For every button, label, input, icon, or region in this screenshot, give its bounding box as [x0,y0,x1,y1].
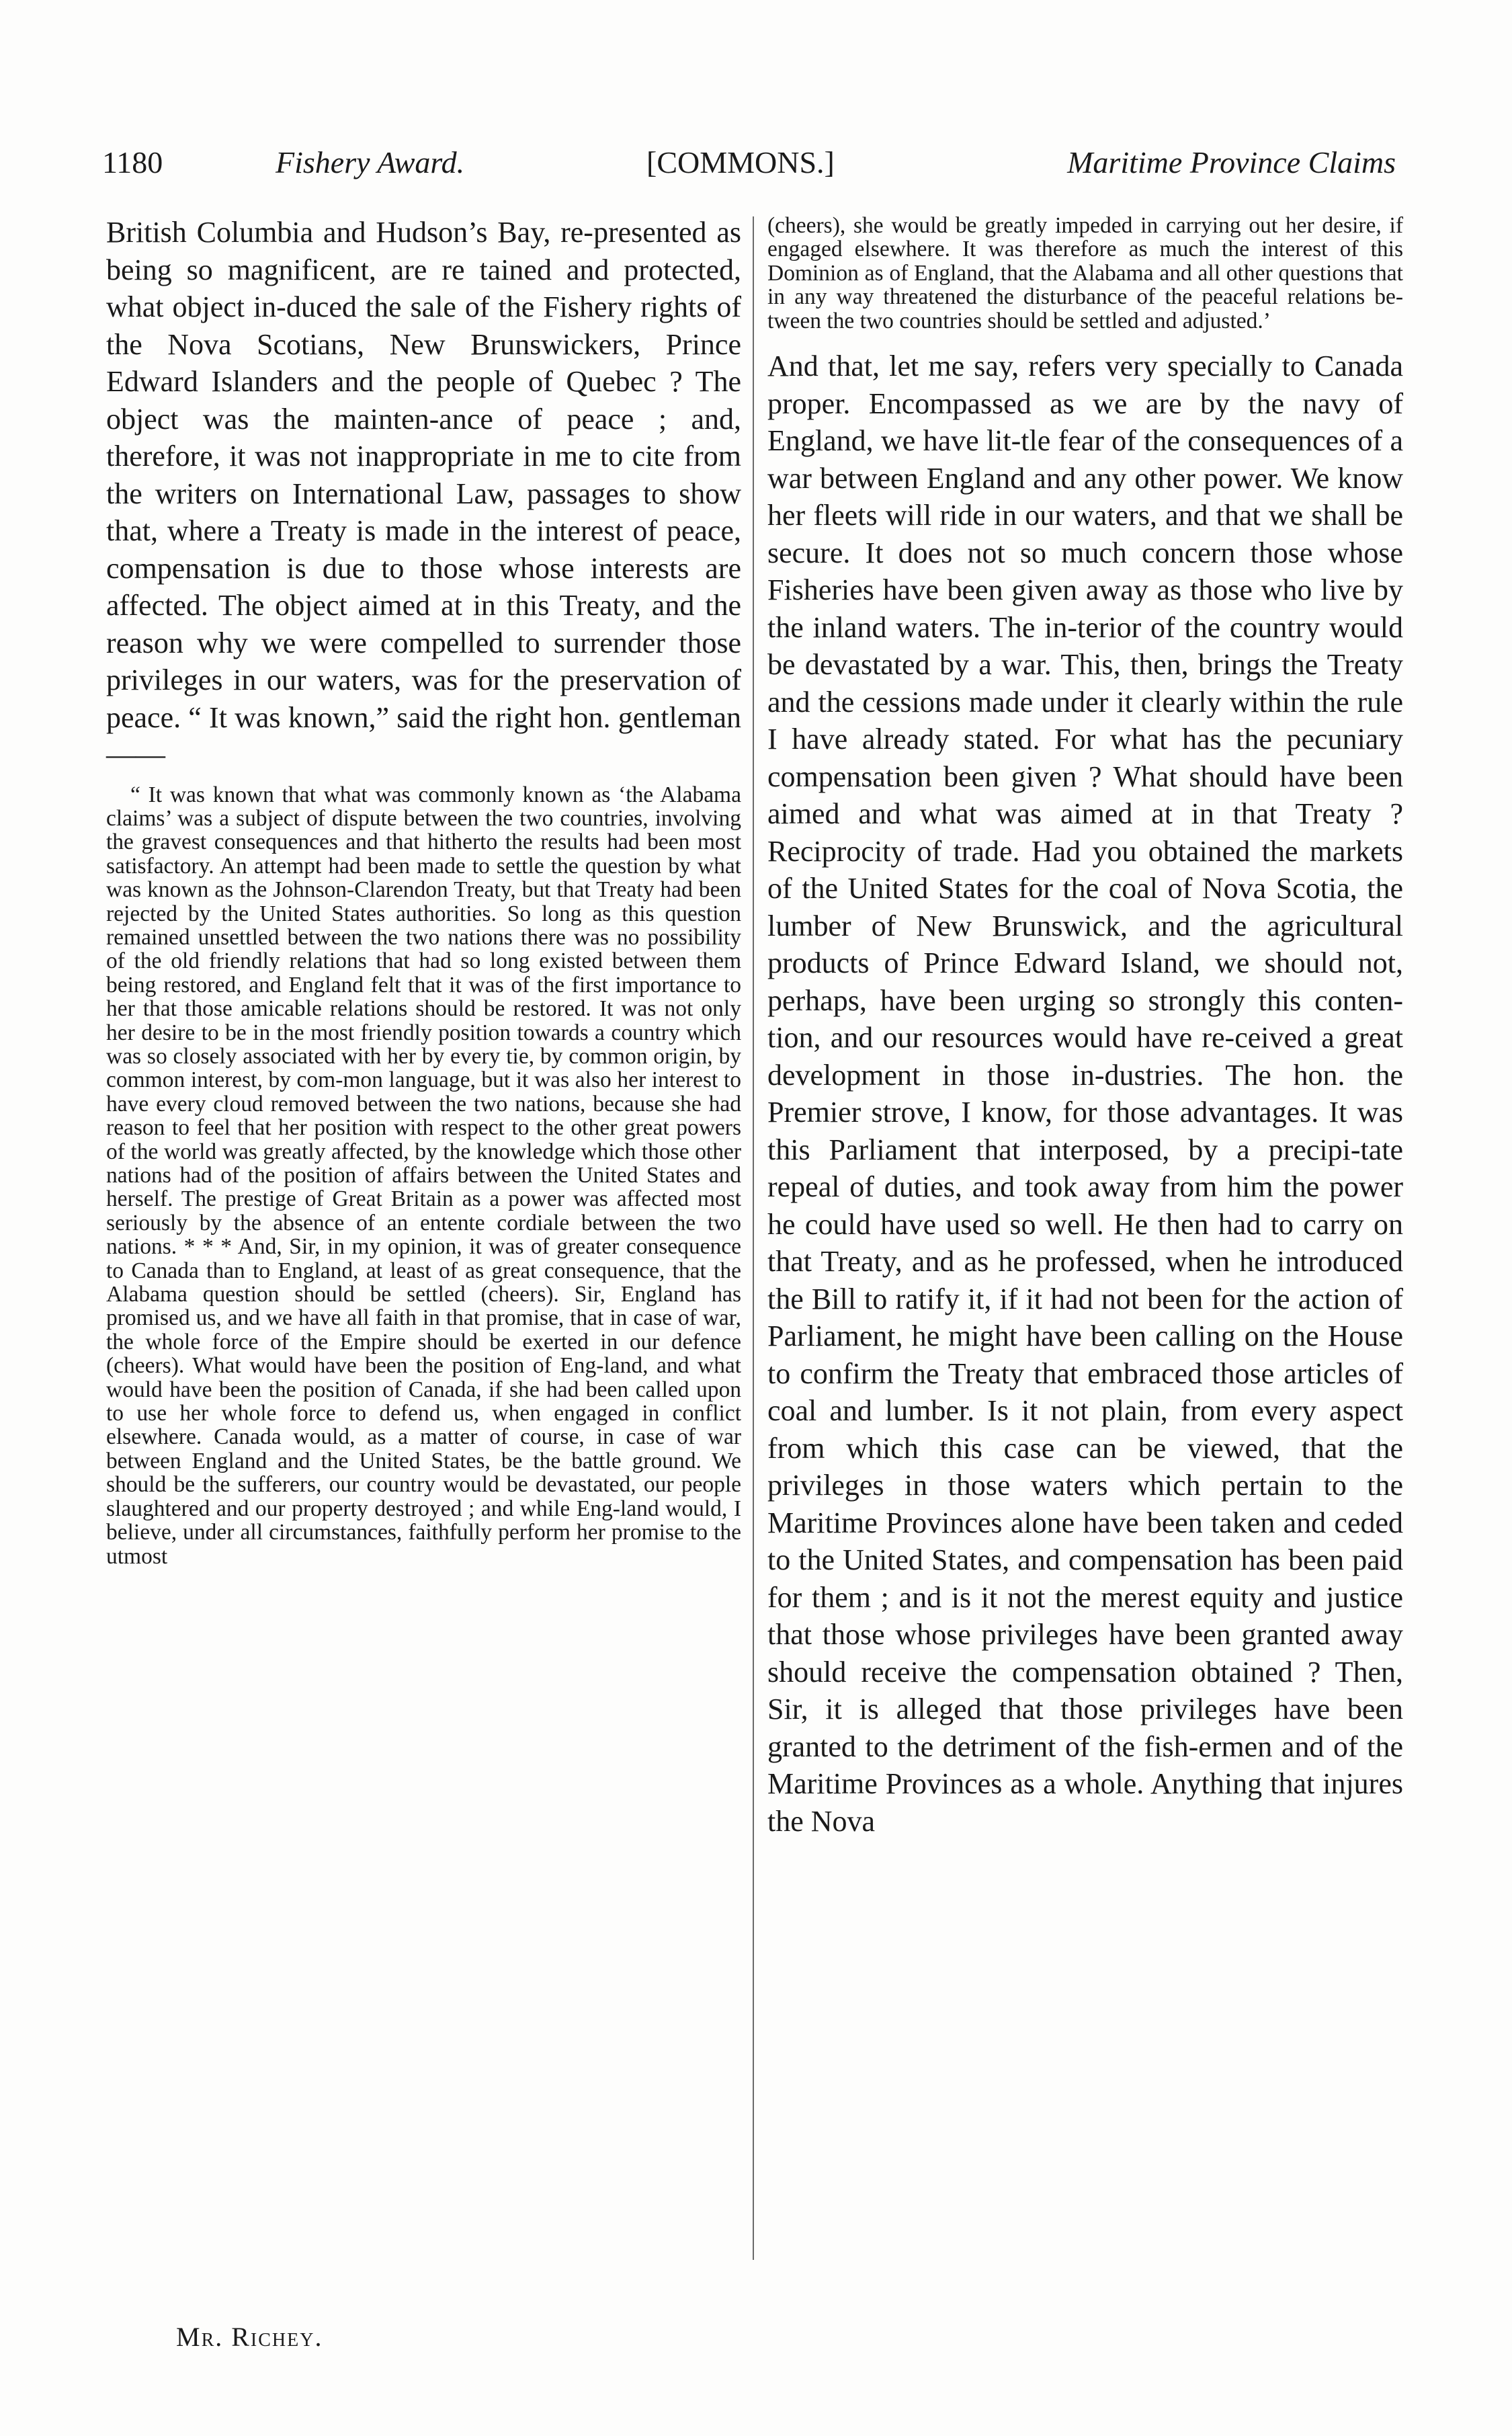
right-quote-continuation: (cheers), she would be greatly impeded in carrying out her desire, if engaged elsewhere. It was therefore as much the interest of this Dominion as of England, that the Alabama and all other questions that in any way threatened the disturbance of the peaceful relations be-tween the two countries should be settled and adjusted.’ [767,213,1403,333]
left-body-paragraph: British Columbia and Hudson’s Bay, re-presented as being so magnificent, are re tained and protected, what object in-duced the sale of the Fishery rights of the Nova Scotians, New Brunswickers, Prince Edward Islanders and the people of Quebec ? The object was the mainten-ance of peace ; and, therefore, it was not inappropriate in me to cite from the writers on International Law, passages to show that, where a Treaty is made in the interest of peace, compensation is due to those whose interests are affected. The object aimed at in this Treaty, and the reason why we were compelled to surrender those privileges in our waters, was for the preservation of peace. “ It was known,” said the right hon. gentleman—— [106,216,741,771]
running-header [102,143,1396,183]
right-body-paragraph: And that, let me say, refers very specially to Canada proper. Encompassed as we are by the navy of England, we have lit-tle fear of the consequences of a war between England and any other power. We know her fleets will ride in our waters, and that we shall be secure. It does not so much concern those whose Fisheries have been given away as those who live by the inland waters. The in-terior of the country would be devastated by a war. This, then, brings the Treaty and the cessions made under it clearly within the rule I have already stated. For what has the pecuniary compensation been given ? What should have been aimed and what was aimed at in that Treaty ? Reciprocity of trade. Had you obtained the markets of the United States for the coal of Nova Scotia, the lumber of New Brunswick, and the agricultural products of Prince Edward Island, we should not, perhaps, have been urging so strongly this conten-tion, and our resources would have re-ceived a great development in those in-dustries. The hon. the Premier strove, I know, for those advantages. It was this Parliament that interposed, by a precipi-tate repeal of duties, and took away from him the power he could have used so well. He then had to carry on that Treaty, and as he professed, when he introduced the Bill to ratify it, if it had not been for the action of Parliament, he might have been calling on the House to confirm the Treaty that embraced those articles of coal and lumber. Is it not plain, from every aspect from which this case can be viewed, that the privileges in those waters which pertain to the Maritime Provinces alone have been taken and ceded to the United States, and compensation has been paid for them ; and is it not the merest equity and justice that those whose privileges have been granted away should receive the compensation obtained ? Then, Sir, it is alleged that those privileges have been granted to the detriment of the fish-ermen and of the Maritime Provinces as a whole. Anything that injures the Nova [767,350,1403,1838]
column-divider [753,216,754,2260]
right-column [767,214,1403,1840]
header-right-title: Maritime Province Claims [1067,145,1396,179]
speaker-name: Mr. Richey. [176,2322,323,2352]
header-center-title: [COMMONS.] [646,145,835,179]
header-left-title: Fishery Award. [276,145,465,179]
page-number: 1180 [102,145,163,179]
left-column [106,214,741,1568]
left-quote-paragraph: “ It was known that what was commonly known as ‘the Alabama claims’ was a subject of dispute between the two countries, involving the gravest consequences and that hitherto the results had been most satisfactory. An attempt had been made to settle the question by what was known as the Johnson-Clarendon Treaty, but that Treaty had been rejected by the United States authorities. So long as this question remained unsettled between the two nations there was no possibility of the old friendly relations that had so long existed between them being restored, and England felt that it was of the first importance to her that those amicable relations should be restored. It was not only her desire to be in the most friendly position towards a country which was so closely associated with her by every tie, by common origin, by common interest, by com-mon language, but it was also her interest to have every cloud removed between the two nations, because she had reason to feel that her position with respect to the other great powers of the world was greatly affected, by the knowledge which those other nations had of the position of affairs between the United States and herself. The prestige of Great Britain as a power was affected most seriously by the absence of an entente cordiale between the two nations. * * * And, Sir, in my opinion, it was of greater consequence to Canada than to England, at least of as great consequence, that the Alabama question should be settled (cheers). Sir, England has promised us, and we have all faith in that promise, that in case of war, the whole force of the Empire should be exerted in our defence (cheers). What would have been the position of Eng-land, and what would have been the position of Canada, if she had been called upon to use her whole force to defend us, when engaged in conflict elsewhere. Canada would, as a matter of course, in case of war between England and the United States, be the battle ground. We should be the sufferers, our country would be devastated, our people slaughtered and our property destroyed ; and while Eng-land would, I believe, under all circumstances, faithfully perform her promise to the utmost [106,782,741,1569]
